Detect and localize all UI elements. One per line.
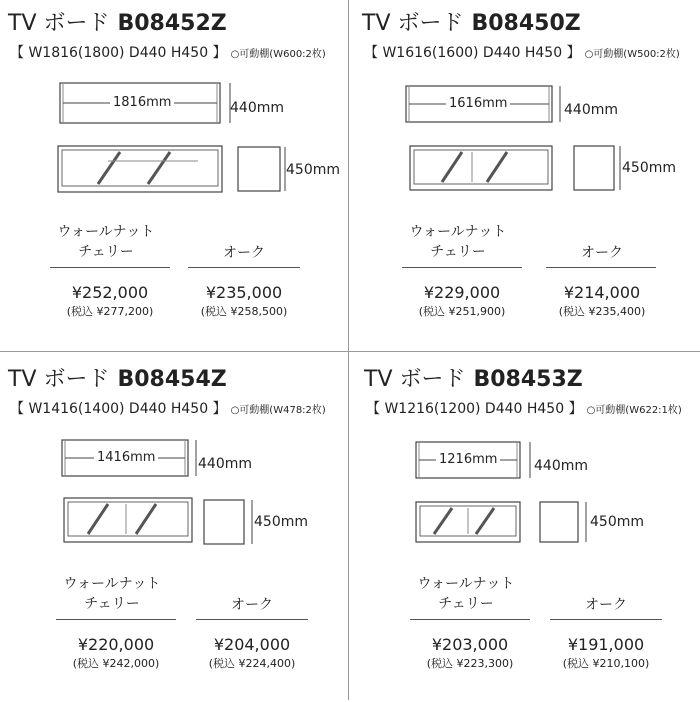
finish-oak: オーク — [585, 597, 627, 613]
shelf-text: ○可動棚(W500:2枚) — [584, 49, 680, 60]
tax-walnut-cherry: (税込 ¥242,000) — [72, 657, 160, 670]
finish-oak: オーク — [231, 597, 273, 613]
finish-walnut-cherry: ウォールナット チェリー — [417, 576, 515, 612]
side-view — [574, 146, 614, 190]
finish-oak: オーク — [223, 245, 265, 261]
tax-walnut-cherry: (税込 ¥277,200) — [66, 305, 154, 318]
width-label: 1216mm — [436, 452, 500, 467]
product-panel-b08454z — [8, 362, 348, 702]
shelf-text: ○可動棚(W478:2枚) — [230, 405, 326, 416]
tax-oak: (税込 ¥224,400) — [208, 657, 296, 670]
dimensions-text: 【 W1216(1200) D440 H450 】 — [366, 401, 583, 417]
title-prefix: TV ボード — [362, 11, 464, 36]
finish-rule — [402, 267, 522, 268]
furniture-drawing — [362, 6, 700, 206]
finish-rule — [550, 619, 662, 620]
price-walnut-cherry: ¥220,000 — [77, 635, 155, 654]
title-prefix: TV ボード — [8, 11, 110, 36]
vertical-divider — [348, 0, 349, 700]
product-code: B08453Z — [473, 367, 583, 392]
depth-label: 440mm — [230, 100, 284, 116]
product-code: B08454Z — [117, 367, 227, 392]
dimensions-text: 【 W1416(1400) D440 H450 】 — [10, 401, 227, 417]
price-oak: ¥235,000 — [205, 283, 283, 302]
price-walnut-cherry: ¥252,000 — [71, 283, 149, 302]
front-view — [64, 498, 192, 542]
price-oak: ¥191,000 — [567, 635, 645, 654]
finish-rule — [50, 267, 170, 268]
product-code: B08452Z — [117, 11, 227, 36]
title-prefix: TV ボード — [364, 367, 466, 392]
side-view — [238, 147, 280, 191]
finish-walnut-cherry: ウォールナット チェリー — [409, 224, 507, 260]
tax-oak: (税込 ¥258,500) — [200, 305, 288, 318]
furniture-drawing — [8, 362, 348, 562]
height-label: 450mm — [590, 514, 644, 530]
width-label: 1616mm — [446, 96, 510, 111]
product-code: B08450Z — [471, 11, 581, 36]
horizontal-divider — [0, 351, 700, 352]
height-label: 450mm — [254, 514, 308, 530]
dimensions-text: 【 W1616(1600) D440 H450 】 — [364, 45, 581, 61]
height-label: 450mm — [622, 160, 676, 176]
price-walnut-cherry: ¥203,000 — [431, 635, 509, 654]
furniture-drawing — [364, 362, 700, 562]
product-panel-b08450z — [362, 6, 700, 346]
finish-rule — [546, 267, 656, 268]
finish-rule — [196, 619, 308, 620]
shelf-text: ○可動棚(W622:1枚) — [586, 405, 682, 416]
price-oak: ¥214,000 — [563, 283, 641, 302]
depth-label: 440mm — [534, 458, 588, 474]
finish-oak: オーク — [581, 245, 623, 261]
price-oak: ¥204,000 — [213, 635, 291, 654]
tax-walnut-cherry: (税込 ¥251,900) — [418, 305, 506, 318]
front-view — [58, 146, 222, 192]
depth-label: 440mm — [564, 102, 618, 118]
price-walnut-cherry: ¥229,000 — [423, 283, 501, 302]
title-prefix: TV ボード — [8, 367, 110, 392]
side-view — [540, 502, 578, 542]
width-label: 1416mm — [94, 450, 158, 465]
finish-rule — [56, 619, 176, 620]
side-view — [204, 500, 244, 544]
finish-walnut-cherry: ウォールナット チェリー — [63, 576, 161, 612]
finish-rule — [188, 267, 300, 268]
depth-label: 440mm — [198, 456, 252, 472]
dimensions-text: 【 W1816(1800) D440 H450 】 — [10, 45, 227, 61]
shelf-text: ○可動棚(W600:2枚) — [230, 49, 326, 60]
tax-oak: (税込 ¥210,100) — [562, 657, 650, 670]
height-label: 450mm — [286, 162, 340, 178]
finish-rule — [410, 619, 530, 620]
finish-walnut-cherry: ウォールナット チェリー — [57, 224, 155, 260]
tax-walnut-cherry: (税込 ¥223,300) — [426, 657, 514, 670]
width-label: 1816mm — [110, 95, 174, 110]
front-view — [410, 146, 552, 190]
product-panel-b08452z — [8, 6, 348, 346]
tax-oak: (税込 ¥235,400) — [558, 305, 646, 318]
product-panel-b08453z — [364, 362, 700, 702]
